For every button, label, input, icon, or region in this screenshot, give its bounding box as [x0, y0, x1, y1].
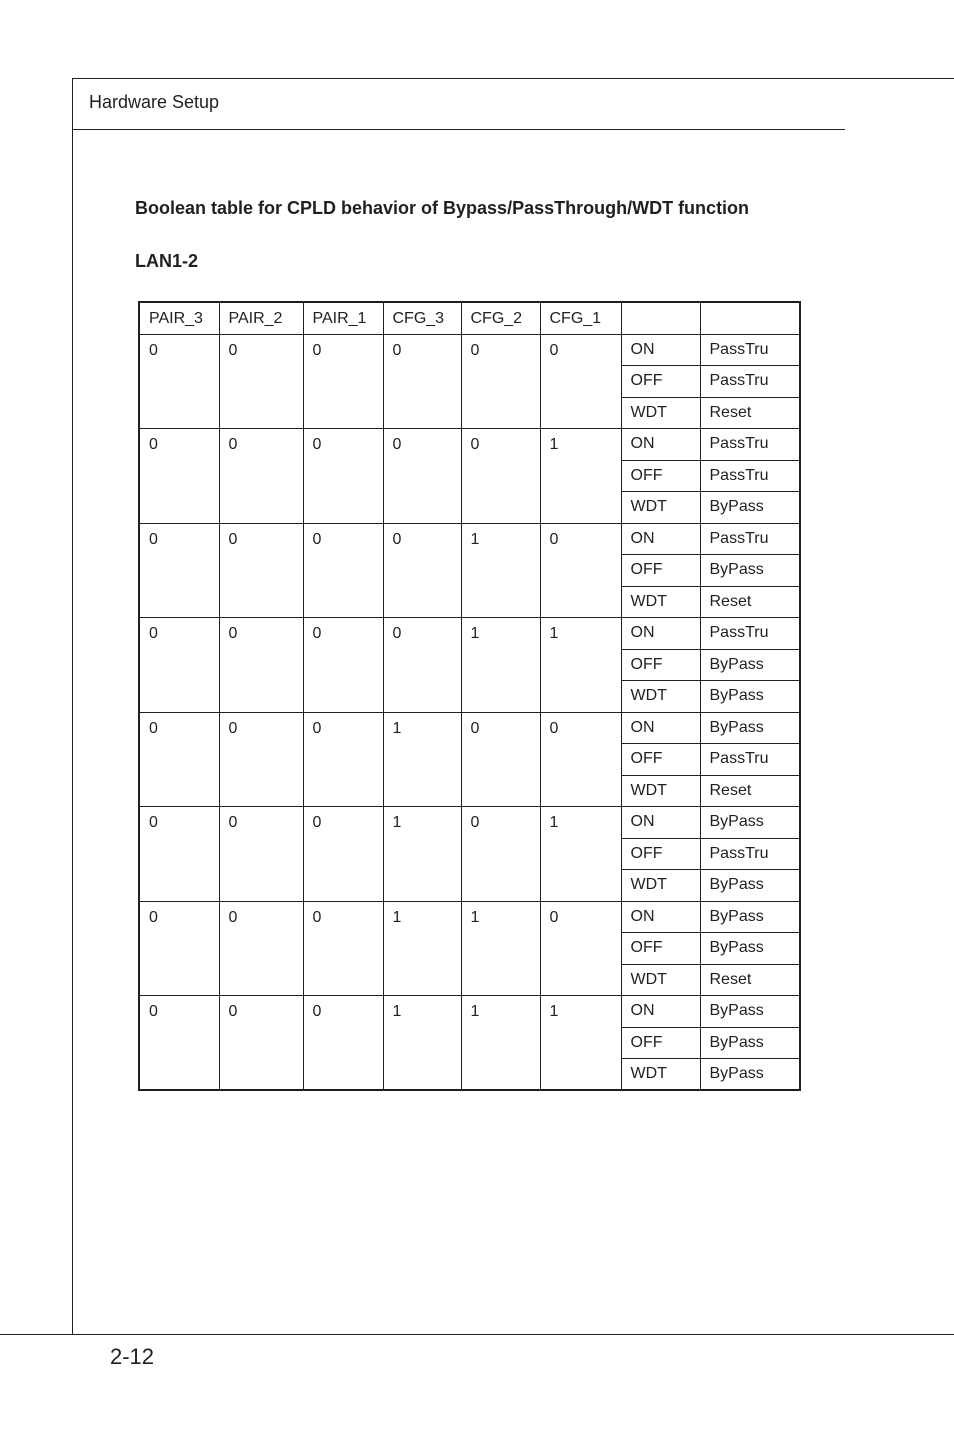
result-cell: Reset — [700, 964, 800, 996]
bit-cell: 0 — [139, 429, 219, 524]
bit-cell: 0 — [303, 807, 383, 902]
table-row — [139, 429, 800, 461]
table-row — [139, 996, 800, 1028]
bit-cell: 1 — [461, 996, 540, 1091]
mode-cell: ON — [621, 334, 700, 366]
column-header: CFG_2 — [461, 302, 540, 334]
bit-cell: 0 — [383, 429, 461, 524]
mode-cell: OFF — [621, 1027, 700, 1059]
mode-cell: OFF — [621, 366, 700, 398]
page-margin-line — [72, 78, 73, 1335]
bit-cell: 0 — [461, 334, 540, 429]
mode-cell: OFF — [621, 555, 700, 587]
bit-cell: 0 — [303, 996, 383, 1091]
bit-cell: 0 — [461, 712, 540, 807]
result-cell: ByPass — [700, 555, 800, 587]
table-row — [139, 901, 800, 933]
table-row — [139, 334, 800, 366]
bit-cell: 0 — [219, 334, 303, 429]
bit-cell: 1 — [540, 996, 621, 1091]
bit-cell: 0 — [303, 429, 383, 524]
bit-cell: 0 — [219, 996, 303, 1091]
bit-cell: 0 — [383, 334, 461, 429]
result-cell: ByPass — [700, 807, 800, 839]
result-cell: ByPass — [700, 933, 800, 965]
result-cell: PassTru — [700, 460, 800, 492]
bit-cell: 0 — [139, 807, 219, 902]
mode-cell: ON — [621, 618, 700, 650]
result-cell: ByPass — [700, 1027, 800, 1059]
bit-cell: 1 — [461, 901, 540, 996]
table-row — [139, 523, 800, 555]
mode-cell: WDT — [621, 397, 700, 429]
table-body — [139, 334, 800, 1090]
result-cell: Reset — [700, 775, 800, 807]
table-header-row — [139, 302, 800, 334]
bit-cell: 0 — [219, 429, 303, 524]
bit-cell: 1 — [383, 901, 461, 996]
bit-cell: 0 — [303, 523, 383, 618]
bit-cell: 0 — [219, 618, 303, 713]
bit-cell: 1 — [383, 712, 461, 807]
column-header: PAIR_1 — [303, 302, 383, 334]
bit-cell: 0 — [219, 901, 303, 996]
mode-cell: ON — [621, 901, 700, 933]
bit-cell: 0 — [383, 523, 461, 618]
bit-cell: 0 — [303, 334, 383, 429]
result-cell: PassTru — [700, 366, 800, 398]
bit-cell: 0 — [219, 523, 303, 618]
mode-cell: WDT — [621, 492, 700, 524]
bit-cell: 0 — [219, 807, 303, 902]
table-heading: Boolean table for CPLD behavior of Bypass/PassThrough/WDT function — [135, 198, 750, 218]
footer-rule — [0, 1334, 954, 1335]
bit-cell: 0 — [383, 618, 461, 713]
bit-cell: 0 — [461, 807, 540, 902]
bit-cell: 0 — [303, 901, 383, 996]
column-header: CFG_3 — [383, 302, 461, 334]
result-cell: ByPass — [700, 492, 800, 524]
mode-cell: WDT — [621, 681, 700, 713]
section-title: Hardware Setup — [89, 92, 220, 112]
result-cell: ByPass — [700, 996, 800, 1028]
bit-cell: 0 — [303, 618, 383, 713]
table-row — [139, 618, 800, 650]
header-bottom-rule — [72, 129, 845, 130]
mode-cell: WDT — [621, 1059, 700, 1091]
mode-cell: OFF — [621, 649, 700, 681]
mode-cell: ON — [621, 807, 700, 839]
mode-cell: OFF — [621, 933, 700, 965]
mode-cell: ON — [621, 429, 700, 461]
mode-cell: OFF — [621, 460, 700, 492]
table-row — [139, 807, 800, 839]
result-cell: ByPass — [700, 712, 800, 744]
mode-cell: ON — [621, 712, 700, 744]
result-cell: PassTru — [700, 838, 800, 870]
bit-cell: 0 — [540, 334, 621, 429]
mode-cell: ON — [621, 523, 700, 555]
bit-cell: 0 — [219, 712, 303, 807]
bit-cell: 0 — [139, 334, 219, 429]
result-cell: Reset — [700, 397, 800, 429]
bit-cell: 0 — [461, 429, 540, 524]
bit-cell: 0 — [540, 901, 621, 996]
result-cell: PassTru — [700, 523, 800, 555]
bit-cell: 1 — [540, 618, 621, 713]
column-header — [621, 302, 700, 334]
bit-cell: 0 — [540, 523, 621, 618]
bit-cell: 0 — [303, 712, 383, 807]
mode-cell: WDT — [621, 964, 700, 996]
bit-cell: 1 — [540, 429, 621, 524]
mode-cell: ON — [621, 996, 700, 1028]
table-subheading: LAN1-2 — [135, 251, 199, 271]
bit-cell: 1 — [383, 996, 461, 1091]
mode-cell: OFF — [621, 744, 700, 776]
column-header: CFG_1 — [540, 302, 621, 334]
bit-cell: 1 — [540, 807, 621, 902]
bit-cell: 0 — [139, 712, 219, 807]
result-cell: PassTru — [700, 744, 800, 776]
column-header: PAIR_2 — [219, 302, 303, 334]
column-header — [700, 302, 800, 334]
mode-cell: WDT — [621, 586, 700, 618]
result-cell: PassTru — [700, 334, 800, 366]
result-cell: Reset — [700, 586, 800, 618]
bit-cell: 0 — [139, 523, 219, 618]
bit-cell: 1 — [461, 618, 540, 713]
bit-cell: 0 — [139, 618, 219, 713]
page-number: 2-12 — [110, 1344, 155, 1369]
bit-cell: 0 — [139, 901, 219, 996]
result-cell: PassTru — [700, 429, 800, 461]
bit-cell: 0 — [540, 712, 621, 807]
mode-cell: OFF — [621, 838, 700, 870]
result-cell: ByPass — [700, 1059, 800, 1091]
result-cell: PassTru — [700, 618, 800, 650]
mode-cell: WDT — [621, 775, 700, 807]
result-cell: ByPass — [700, 901, 800, 933]
bit-cell: 1 — [461, 523, 540, 618]
result-cell: ByPass — [700, 649, 800, 681]
table-row — [139, 712, 800, 744]
result-cell: ByPass — [700, 870, 800, 902]
header-top-rule — [72, 78, 954, 79]
bit-cell: 0 — [139, 996, 219, 1091]
cpld-boolean-table — [138, 301, 801, 1091]
mode-cell: WDT — [621, 870, 700, 902]
result-cell: ByPass — [700, 681, 800, 713]
bit-cell: 1 — [383, 807, 461, 902]
column-header: PAIR_3 — [139, 302, 219, 334]
